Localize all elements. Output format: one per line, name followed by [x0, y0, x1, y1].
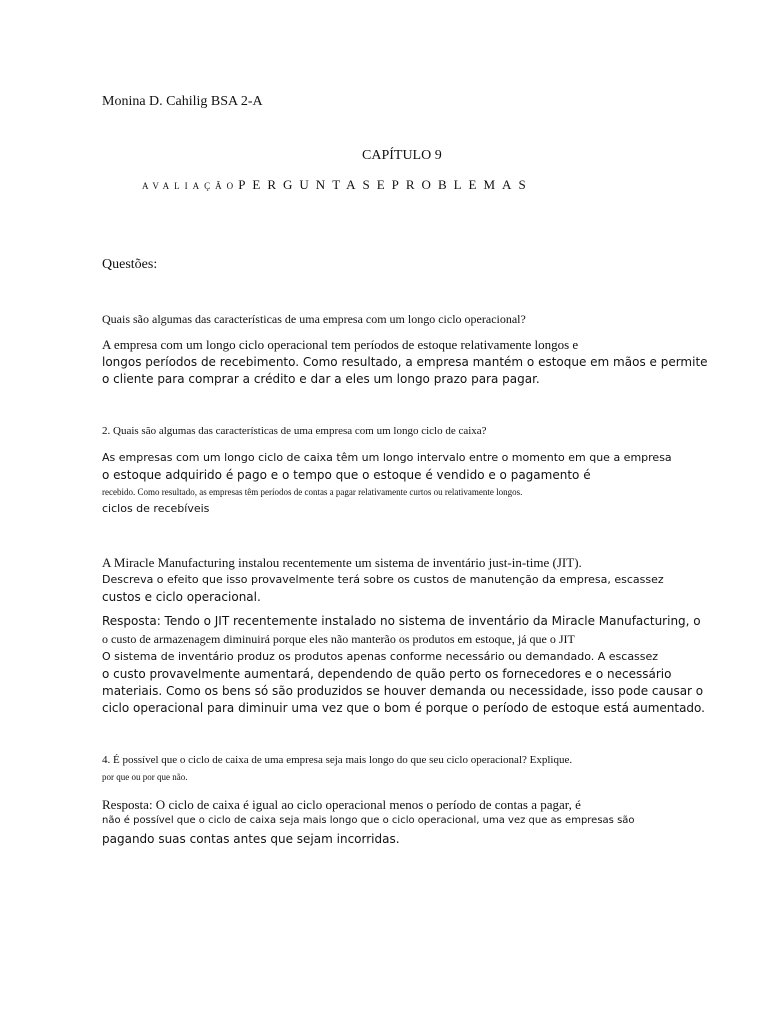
q3-question-line: A Miracle Manufacturing instalou recentemente um sistema de inventário just-in-time (JIT).: [102, 555, 582, 570]
q3-answer-line: o custo provavelmente aumentará, dependendo de quão perto os fornecedores e o necessário: [102, 667, 672, 681]
q4-answer-line: não é possível que o ciclo de caixa seja mais longo que o ciclo operacional, uma vez que as empresas são: [102, 815, 635, 826]
q3-question-line: custos e ciclo operacional.: [102, 590, 261, 604]
q3-answer-line: materiais. Como os bens só são produzidos se houver demanda ou necessidade, isso pode causar o: [102, 684, 704, 698]
q1-answer-line: longos períodos de recebimento. Como resultado, a empresa mantém o estoque em mãos e permite: [102, 355, 708, 369]
subtitle-large-caps: PERGUNTASEPROBLEMAS: [238, 177, 533, 192]
q4-answer-line: Resposta: O ciclo de caixa é igual ao ciclo operacional menos o período de contas a pagar, é: [102, 797, 581, 812]
q3-answer-line: Resposta: Tendo o JIT recentemente instalado no sistema de inventário da Miracle Manufacturing, o: [102, 614, 701, 628]
section-title: Questões:: [102, 257, 158, 272]
author-line: Monina D. Cahilig BSA 2-A: [102, 94, 263, 109]
q3-question-line: Descreva o efeito que isso provavelmente terá sobre os custos de manutenção da empresa, escassez: [102, 573, 664, 586]
q2-question: 2. Quais são algumas das características de uma empresa com um longo ciclo de caixa?: [102, 425, 487, 437]
q1-answer-line: o cliente para comprar a crédito e dar a eles um longo prazo para pagar.: [102, 372, 540, 386]
q2-answer-line: ciclos de recebíveis: [102, 502, 210, 515]
chapter-subtitle: [142, 176, 533, 194]
q4-question-line: por que ou por que não.: [102, 772, 188, 782]
q3-answer-line: O sistema de inventário produz os produtos apenas conforme necessário ou demandado. A escassez: [102, 650, 659, 663]
q3-answer-line: ciclo operacional para diminuir uma vez que o bom é porque o período de estoque está aumentado.: [102, 701, 705, 715]
chapter-title: CAPÍTULO 9: [362, 148, 442, 163]
q2-answer-line: recebido. Como resultado, as empresas têm períodos de contas a pagar relativamente curtos ou relativamente longos.: [102, 487, 523, 497]
q2-answer-line: As empresas com um longo ciclo de caixa têm um longo intervalo entre o momento em que a empresa: [102, 451, 672, 464]
q1-answer-line: A empresa com um longo ciclo operacional tem períodos de estoque relativamente longos e: [102, 337, 579, 352]
q4-answer-line: pagando suas contas antes que sejam incorridas.: [102, 832, 400, 846]
q1-question: Quais são algumas das características de uma empresa com um longo ciclo operacional?: [102, 312, 526, 326]
q3-answer-line: o custo de armazenagem diminuirá porque eles não manterão os produtos em estoque, já que o JIT: [102, 632, 575, 646]
q4-question-line: 4. É possível que o ciclo de caixa de uma empresa seja mais longo do que seu ciclo operacional? Explique.: [102, 754, 573, 766]
subtitle-small-caps: AVALIAÇÃO: [142, 181, 239, 191]
q2-answer-line: o estoque adquirido é pago e o tempo que o estoque é vendido e o pagamento é: [102, 468, 591, 482]
